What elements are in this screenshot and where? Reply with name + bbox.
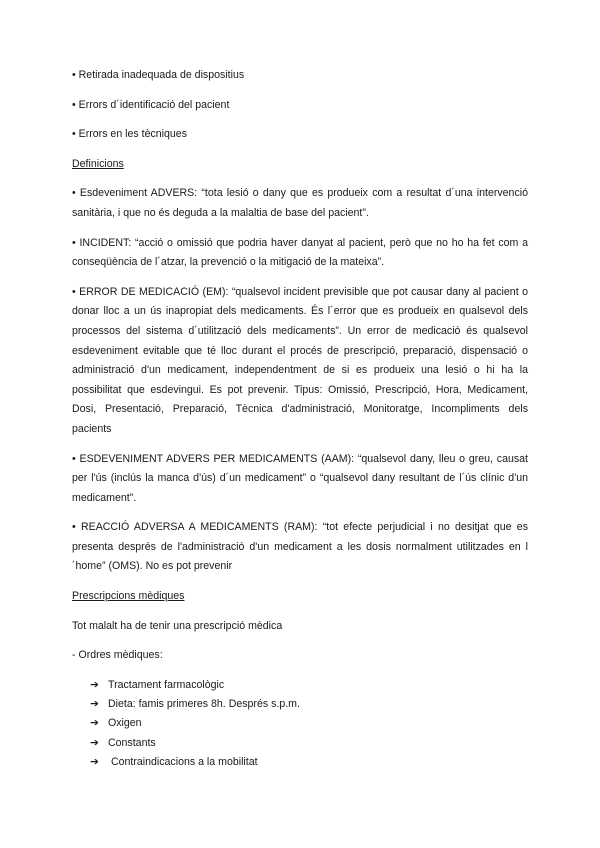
list-item <box>90 734 528 753</box>
order-text: Dieta: famis primeres 8h. Després s.p.m. <box>108 698 300 711</box>
order-text: Constants <box>108 736 156 749</box>
order-text: Contraindicacions a la mobilitat <box>108 756 258 769</box>
prescriptions-heading: Prescripcions mèdiques <box>72 590 185 603</box>
definition-error-medicacio: • ERROR DE MEDICACIÓ (EM): “qualsevol incident previsible que pot causar dany al pacient o donar lloc a un ús inapropiat dels medicaments. És l´error que es produeix en qualsevol dels processos del sistema d´utilització dels medicaments”. Un error de medicació és qualsevol esdeveniment evitable que té lloc durant el procés de prescripció, preparació, dispensació o administració d'un medicament, independentment de si es produeix una lesió o hi ha la possibilitat que esdevingui. Es pot prevenir. Tipus: Omissió, Prescripció, Hora, Medicament, Dosi, Presentació, Preparació, Tècnica d'administració, Monitoratge, Incompliments dels pacients <box>72 285 528 435</box>
list-item <box>90 714 528 733</box>
bullet-tecniques: • Errors en les tècniques <box>72 128 187 141</box>
definition-incident: • INCIDENT: “acció o omissió que podria haver danyat al pacient, però que no ho ha fet com a conseqüència de l´atzar, la prevenció o la mitigació de la mateixa”. <box>72 236 528 269</box>
arrow-icon: ➔ <box>90 756 99 769</box>
arrow-icon: ➔ <box>90 717 99 730</box>
definition-ram: • REACCIÓ ADVERSA A MEDICAMENTS (RAM): “tot efecte perjudicial i no desitjat que es presenta després de l'administració d'un medicament a les dosis normalment utilitzades en l´home” (OMS). No es pot prevenir <box>72 521 528 573</box>
list-item <box>90 676 528 695</box>
arrow-icon: ➔ <box>90 678 99 691</box>
definitions-heading: Definicions <box>72 157 124 170</box>
prescriptions-intro: Tot malalt ha de tenir una prescripció mèdica <box>72 619 283 632</box>
document-page <box>72 66 528 772</box>
orders-label: - Ordres mèdiques: <box>72 649 163 662</box>
arrow-icon: ➔ <box>90 736 99 749</box>
orders-list <box>72 676 528 772</box>
bullet-retirada: • Retirada inadequada de dispositius <box>72 69 245 81</box>
order-text: Tractament farmacològic <box>108 678 225 691</box>
list-item <box>90 695 528 714</box>
bullet-identificacio: • Errors d´identificació del pacient <box>72 98 230 111</box>
definition-aam: • ESDEVENIMENT ADVERS PER MEDICAMENTS (AAM): “qualsevol dany, lleu o greu, causat per l'ús (inclús la manca d'ús) d´un medicament” o “qualsevol dany resultant de l´ús clínic d'un medicament”. <box>72 452 528 504</box>
list-item <box>90 753 528 772</box>
order-text: Oxigen <box>108 717 142 730</box>
arrow-icon: ➔ <box>90 698 99 711</box>
definition-esdeveniment-advers: • Esdeveniment ADVERS: “tota lesió o dany que es produeix com a resultat d´una intervenció sanitària, i que no és deguda a la malaltia de base del pacient”. <box>72 187 528 219</box>
